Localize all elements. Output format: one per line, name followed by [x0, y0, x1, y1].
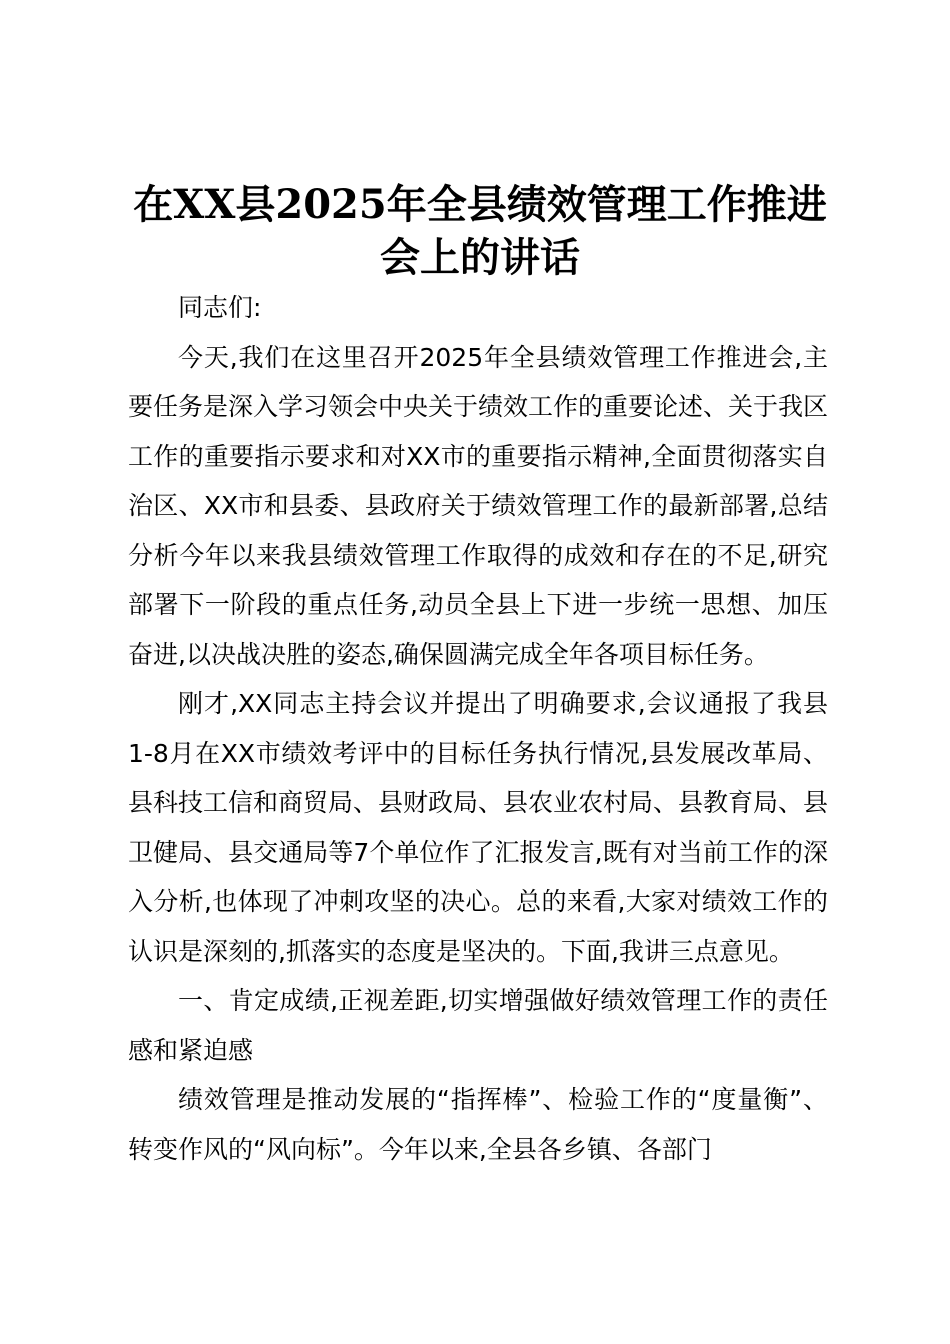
document-title: 在XX县2025年全县绩效管理工作推进会上的讲话 — [133, 181, 827, 281]
paragraph-summary: 刚才,XX同志主持会议并提出了明确要求,会议通报了我县1-8月在XX市绩效考评中的目标任务执行情况,县发展改革局、县科技工信和商贸局、县财政局、县农业农村局、县教育局、县卫健局、县交通局等7个单位作了汇报发言,既有对当前工作的深入分析,也体现了冲刺攻坚的决心。总的来看,大家对绩效工作的认识是深刻的,抓落实的态度是坚决的。下面,我讲三点意见。 — [128, 689, 829, 966]
paragraph-section-1: 绩效管理是推动发展的“指挥棒”、检验工作的“度量衡”、转变作风的“风向标”。今年以来,全县各乡镇、各部门 — [128, 1085, 828, 1164]
document-body — [128, 283, 828, 1174]
paragraph-intro: 今天,我们在这里召开2025年全县绩效管理工作推进会,主要任务是深入学习领会中央关于绩效工作的重要论述、关于我区工作的重要指示要求和对XX市的重要指示精神,全面贯彻落实自治区、XX市和县委、县政府关于绩效管理工作的最新部署,总结分析今年以来我县绩效管理工作取得的成效和存在的不足,研究部署下一阶段的重点任务,动员全县上下进一步统一思想、加压奋进,以决战决胜的姿态,确保圆满完成全年各项目标任务。 — [128, 342, 829, 669]
salutation: 同志们: — [178, 293, 262, 322]
section-heading-1: 一、肯定成绩,正视差距,切实增强做好绩效管理工作的责任感和紧迫感 — [128, 986, 828, 1065]
